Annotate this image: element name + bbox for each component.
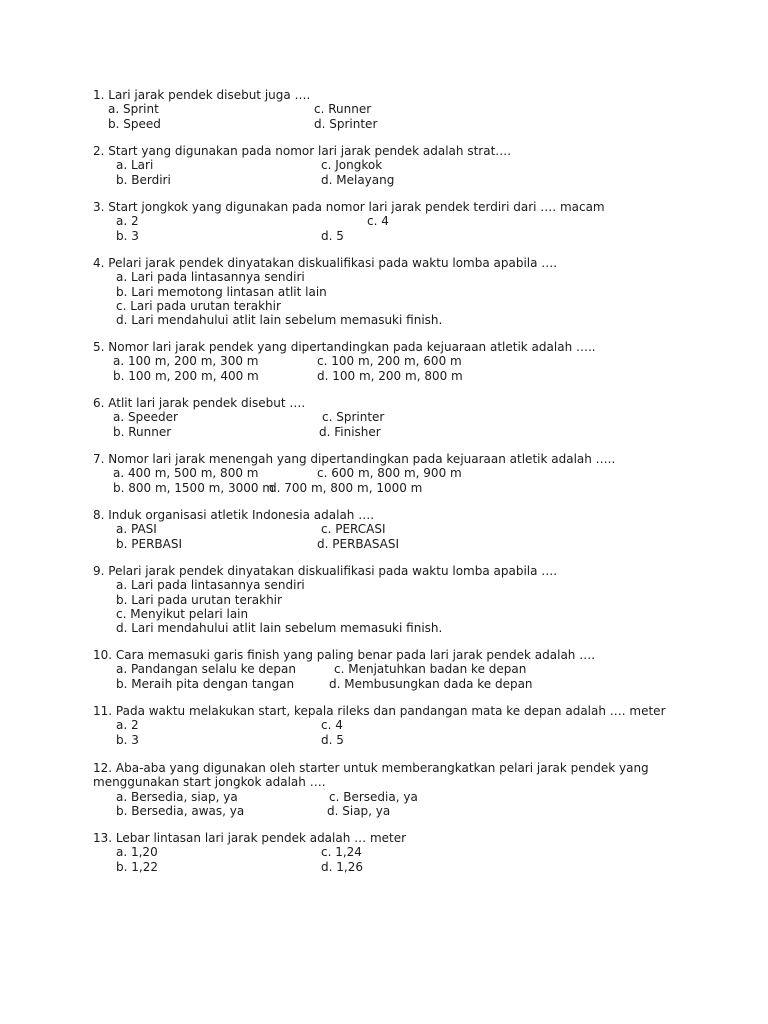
option-c: c. Runner xyxy=(314,102,372,117)
option-d: d. 1,26 xyxy=(321,859,363,874)
question-8 xyxy=(93,508,693,551)
option-b: b. Lari memotong lintasan atlit lain xyxy=(116,284,327,299)
option-a: a. 1,20 xyxy=(116,845,158,860)
question-12 xyxy=(93,761,653,818)
option-a: a. Sprint xyxy=(108,102,159,117)
option-a: a. 400 m, 500 m, 800 m xyxy=(113,466,259,481)
option-d: d. 700 m, 800 m, 1000 m xyxy=(269,480,423,495)
option-b: b. 800 m, 1500 m, 3000 m xyxy=(113,480,274,495)
option-b: b. Meraih pita dengan tangan xyxy=(116,676,295,691)
option-a: a. Lari xyxy=(116,158,154,173)
option-b: b. 3 xyxy=(116,228,139,243)
question-stem: 9. Pelari jarak pendek dinyatakan diskualifikasi pada waktu lomba apabila …. xyxy=(93,564,558,578)
option-b: b. Bersedia, awas, ya xyxy=(116,803,245,818)
option-c: c. Sprinter xyxy=(322,410,385,425)
option-d: d. Melayang xyxy=(321,172,395,187)
option-c: c. 600 m, 800 m, 900 m xyxy=(317,466,462,481)
question-stem: 3. Start jongkok yang digunakan pada nomor lari jarak pendek terdiri dari …. macam xyxy=(93,200,605,214)
option-d: d. Lari mendahului atlit lain sebelum memasuki finish. xyxy=(116,621,443,636)
question-6 xyxy=(93,396,693,439)
question-2 xyxy=(93,144,693,187)
option-d: d. Sprinter xyxy=(314,116,378,131)
question-3 xyxy=(93,200,693,243)
option-a: a. 2 xyxy=(116,718,139,733)
option-b: b. 1,22 xyxy=(116,859,158,874)
question-13 xyxy=(93,831,693,874)
question-7 xyxy=(93,452,693,495)
question-stem: 4. Pelari jarak pendek dinyatakan diskualifikasi pada waktu lomba apabila …. xyxy=(93,256,558,270)
question-11 xyxy=(93,704,693,747)
option-b: b. Speed xyxy=(108,116,161,131)
option-c: c. Jongkok xyxy=(321,158,383,173)
option-b: b. 3 xyxy=(116,732,139,747)
question-5 xyxy=(93,340,693,383)
question-1 xyxy=(93,88,693,131)
question-10 xyxy=(93,648,693,691)
option-c: c. Menjatuhkan badan ke depan xyxy=(334,662,527,677)
option-b: b. 100 m, 200 m, 400 m xyxy=(113,368,259,383)
option-c: c. Lari pada urutan terakhir xyxy=(116,298,281,313)
question-stem: 1. Lari jarak pendek disebut juga …. xyxy=(93,88,311,102)
option-d: d. Membusungkan dada ke depan xyxy=(329,676,533,691)
option-d: d. 5 xyxy=(321,228,344,243)
option-d: d. Finisher xyxy=(319,424,381,439)
option-d: d. Siap, ya xyxy=(327,803,391,818)
option-a: a. Pandangan selalu ke depan xyxy=(116,662,296,677)
option-c: c. 1,24 xyxy=(321,845,362,860)
question-stem: 13. Lebar lintasan lari jarak pendek adalah … meter xyxy=(93,831,407,845)
option-b: b. PERBASI xyxy=(116,536,182,551)
question-stem: 12. Aba-aba yang digunakan oleh starter untuk memberangkatkan pelari jarak pendek yang menggunakan start jongkok adalah …. xyxy=(93,761,649,790)
option-b: b. Berdiri xyxy=(116,172,171,187)
question-stem: 2. Start yang digunakan pada nomor lari jarak pendek adalah strat…. xyxy=(93,144,512,158)
option-d: d. 5 xyxy=(321,732,344,747)
question-stem: 5. Nomor lari jarak pendek yang dipertandingkan pada kejuaraan atletik adalah ….. xyxy=(93,340,596,354)
option-d: d. Lari mendahului atlit lain sebelum memasuki finish. xyxy=(116,313,443,328)
option-c: c. Bersedia, ya xyxy=(329,789,418,804)
question-stem: 10. Cara memasuki garis finish yang paling benar pada lari jarak pendek adalah …. xyxy=(93,648,596,662)
option-a: a. Speeder xyxy=(113,410,178,425)
option-c: c. 100 m, 200 m, 600 m xyxy=(317,354,462,369)
question-9 xyxy=(93,564,693,635)
option-d: d. PERBASASI xyxy=(317,536,400,551)
question-stem: 6. Atlit lari jarak pendek disebut …. xyxy=(93,396,306,410)
option-a: a. Lari pada lintasannya sendiri xyxy=(116,270,305,285)
option-a: a. 100 m, 200 m, 300 m xyxy=(113,354,259,369)
question-stem: 11. Pada waktu melakukan start, kepala rileks dan pandangan mata ke depan adalah …. meter xyxy=(93,704,666,718)
option-a: a. Lari pada lintasannya sendiri xyxy=(116,578,305,593)
option-c: c. PERCASI xyxy=(321,522,386,537)
question-stem: 7. Nomor lari jarak menengah yang dipertandingkan pada kejuaraan atletik adalah ….. xyxy=(93,452,616,466)
option-b: b. Lari pada urutan terakhir xyxy=(116,592,282,607)
option-c: c. 4 xyxy=(321,718,343,733)
option-c: c. 4 xyxy=(367,214,389,229)
option-c: c. Menyikut pelari lain xyxy=(116,606,249,621)
option-a: a. Bersedia, siap, ya xyxy=(116,789,238,804)
option-a: a. 2 xyxy=(116,214,139,229)
option-d: d. 100 m, 200 m, 800 m xyxy=(317,368,463,383)
question-stem: 8. Induk organisasi atletik Indonesia adalah …. xyxy=(93,508,375,522)
question-4 xyxy=(93,256,693,327)
option-b: b. Runner xyxy=(113,424,172,439)
option-a: a. PASI xyxy=(116,522,157,537)
